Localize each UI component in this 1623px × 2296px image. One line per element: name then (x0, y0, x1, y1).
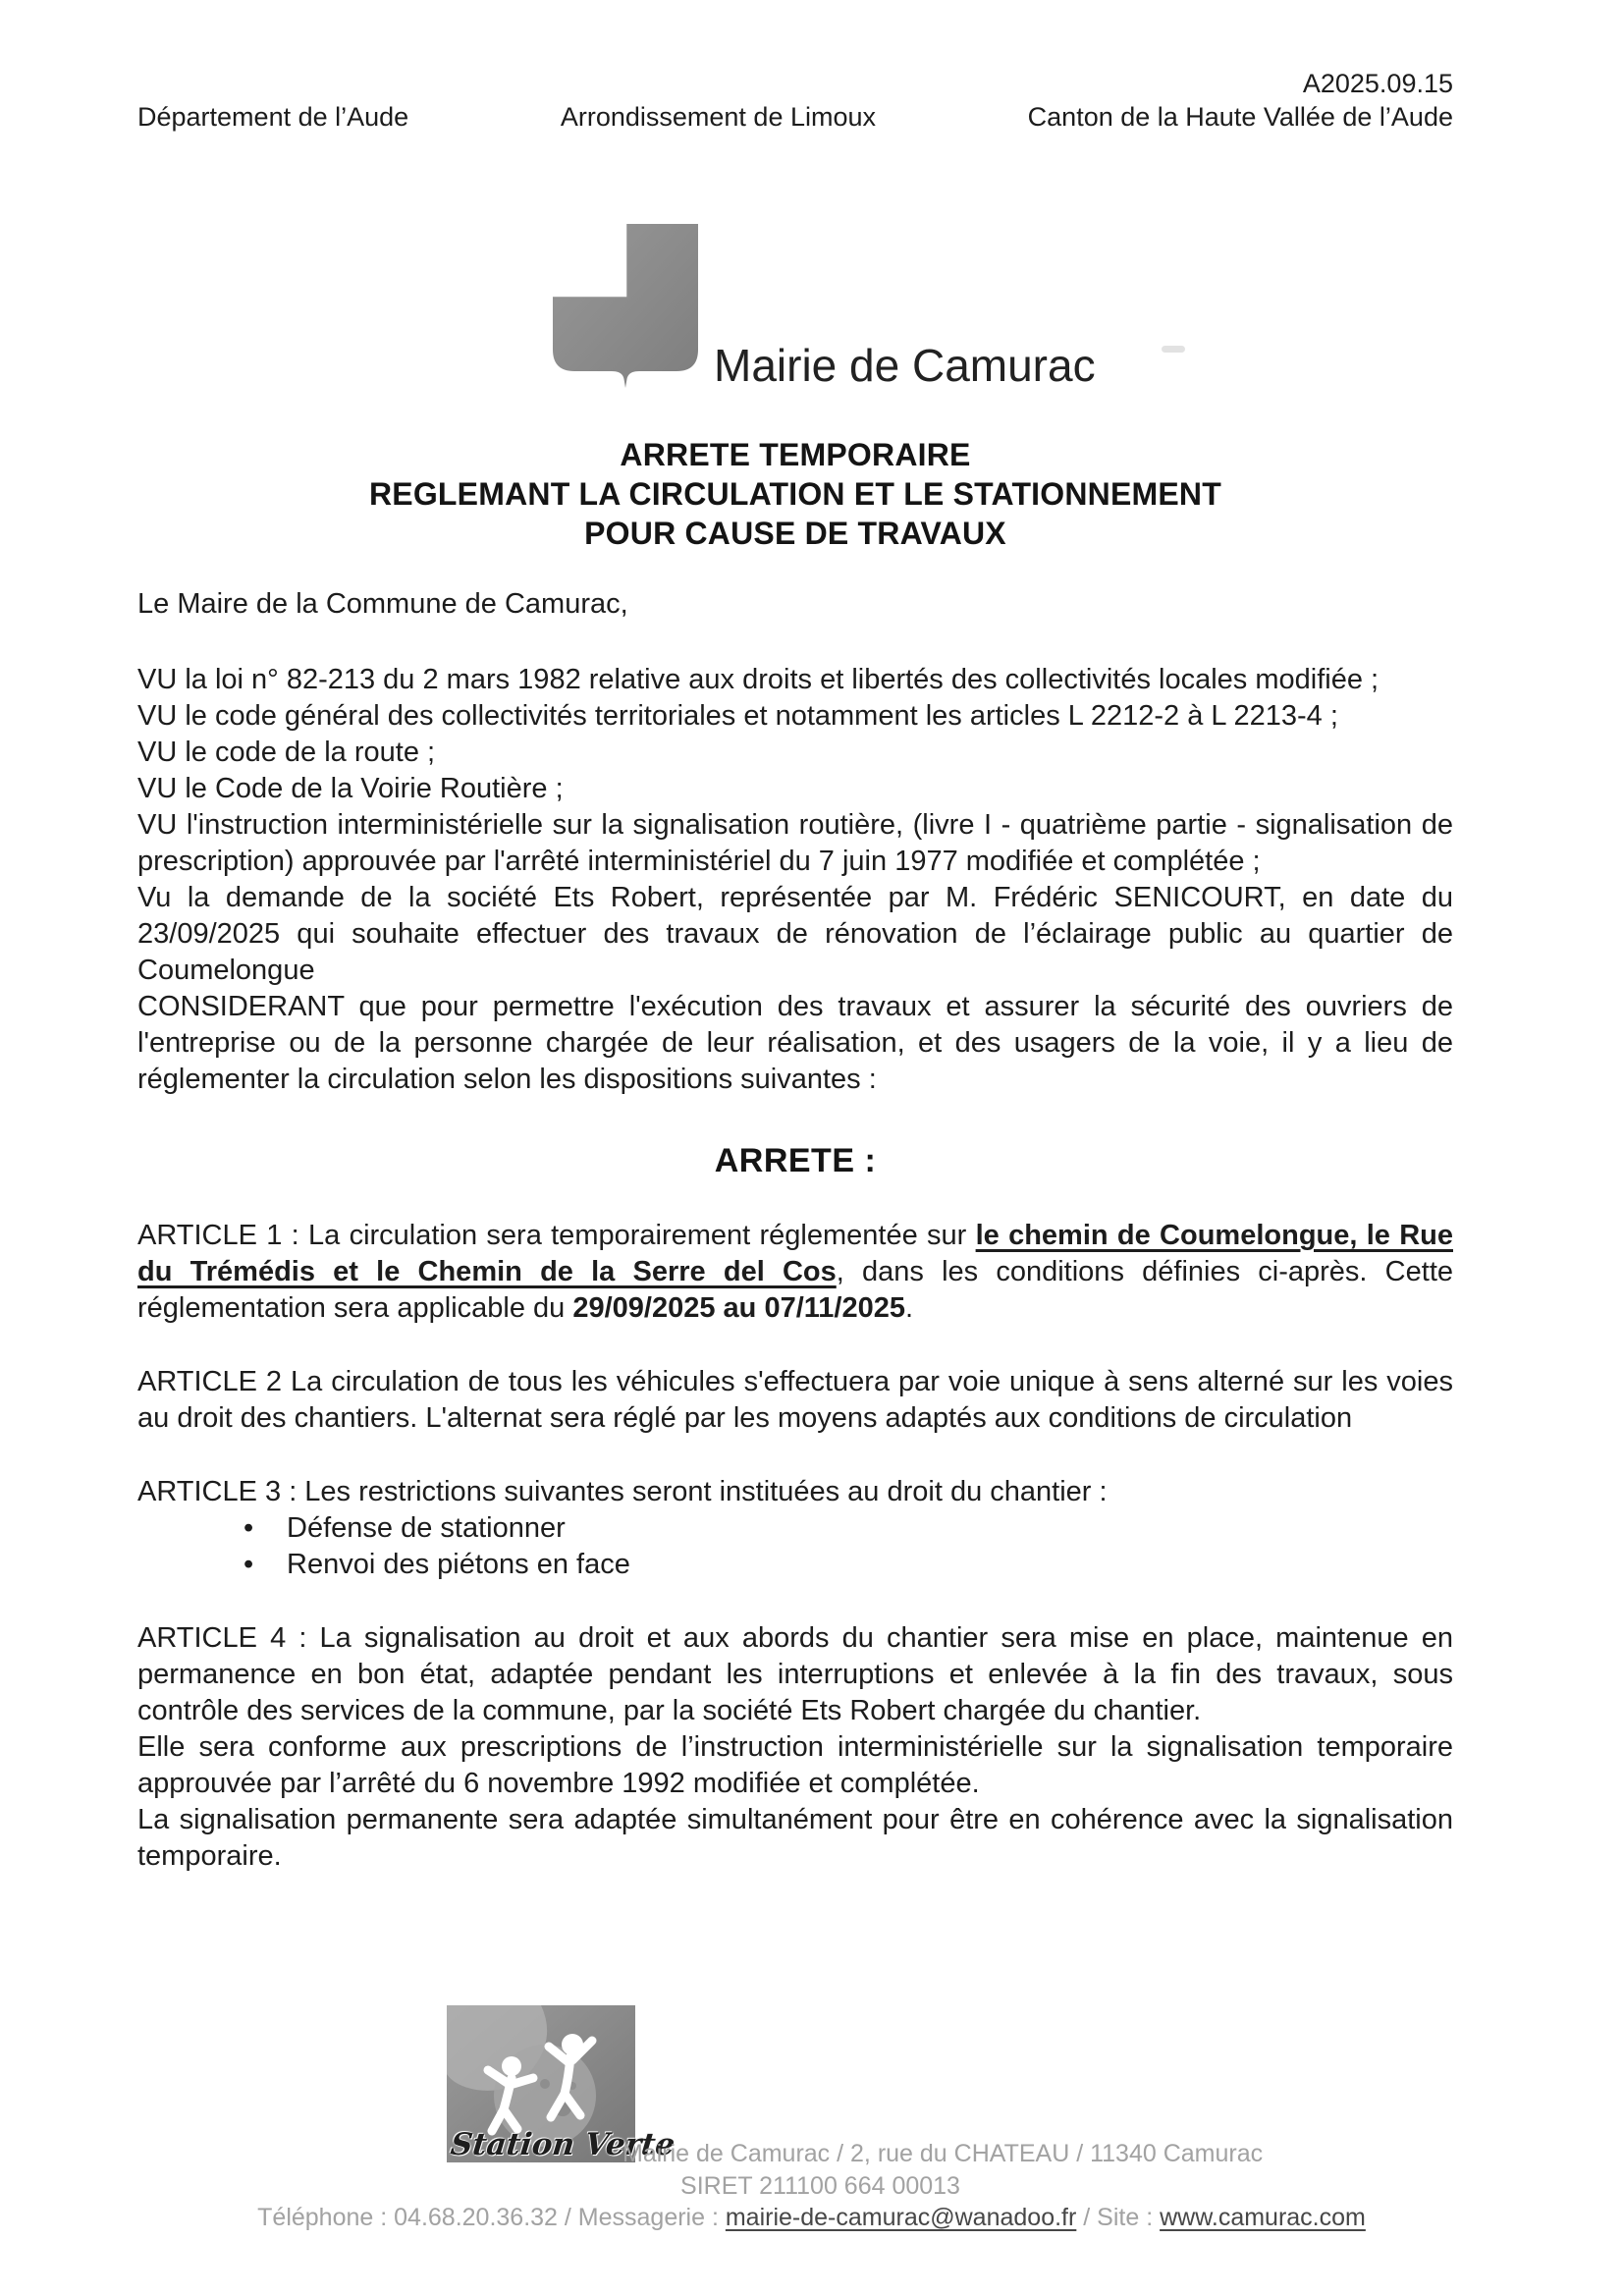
recitals-block (137, 662, 1453, 1098)
station-verte-label: Station Verte (449, 2127, 677, 2162)
document-title (137, 435, 1453, 553)
article-4-paragraph-3: La signalisation permanente sera adaptée simultanément pour être en cohérence avec la signalisation temporaire. (137, 1804, 1453, 1872)
restriction-list (137, 1510, 1453, 1583)
scan-smudge (1162, 346, 1185, 353)
header-canton: Canton de la Haute Vallée de l’Aude (1027, 102, 1453, 132)
footer-address-line: Mairie de Camurac / 2, rue du CHATEAU / 11340 Camurac (622, 2140, 1264, 2167)
article-1-prefix: ARTICLE 1 : La circulation sera temporairement réglementée sur (137, 1220, 976, 1251)
intro-line: Le Maire de la Commune de Camurac, (137, 588, 628, 620)
reference-number: A2025.09.15 (1302, 69, 1453, 98)
article-1-road-names: le chemin de Coumelongue, le Rue du Trémédis et le Chemin de la Serre del Cos (137, 1220, 1453, 1287)
article-4-paragraph-1: ARTICLE 4 : La signalisation au droit et aux abords du chantier sera mise en place, maintenue en permanence en bon état, adaptée pendant les interruptions et enlevée à la fin des travaux, sous contrôle des services de la commune, par la société Ets Robert chargée du chantier. (137, 1622, 1453, 1726)
article-2-paragraph: ARTICLE 2 La circulation de tous les véhicules s'effectuera par voie unique à sens alterné sur les voies au droit des chantiers. L'alternat sera réglé par les moyens adaptés aux conditions de circulation (137, 1366, 1453, 1434)
restriction-item-pedestrians: • Renvoi des piétons en face (287, 1547, 1453, 1583)
article-1-paragraph (137, 1218, 1453, 1327)
header-row (137, 102, 1453, 132)
title-line-2: REGLEMANT LA CIRCULATION ET LE STATIONNEMENT (368, 476, 1221, 512)
brand-name: Mairie de Camurac (714, 340, 1096, 391)
article-1-middle: , dans les conditions définies ci-après. Cette réglementation sera applicable du (137, 1256, 1453, 1324)
recital-code-collectivites: VU le code général des collectivités territoriales et notamment les articles L 2212-2 à L 2213-4 ; (137, 700, 1338, 732)
restriction-item-no-parking: • Défense de stationner (287, 1510, 1453, 1547)
header-arrondissement: Arrondissement de Limoux (560, 102, 876, 132)
article-4-paragraph-2: Elle sera conforme aux prescriptions de l’instruction interministérielle sur la signalisation temporaire approuvée par l’arrêté du 6 novembre 1992 modifiée et complétée. (137, 1731, 1453, 1799)
recital-considerant: CONSIDERANT que pour permettre l'exécution des travaux et assurer la sécurité des ouvriers de l'entreprise ou de la personne chargée de leur réalisation, et des usagers de la voie, il y a lieu de réglementer la circulation selon les dispositions suivantes : (137, 991, 1453, 1095)
recital-loi-1982: VU la loi n° 82-213 du 2 mars 1982 relative aux droits et libertés des collectivités locales modifiée ; (137, 664, 1380, 695)
decree-heading: ARRETE : (714, 1142, 877, 1179)
article-1-dates: 29/09/2025 au 07/11/2025 (572, 1292, 905, 1324)
footer-phone-label: Téléphone : 04.68.20.36.32 / Messagerie : (257, 2204, 726, 2231)
recital-demande-societe: Vu la demande de la société Ets Robert, représentée par M. Frédéric SENICOURT, en date du 23/09/2025 qui souhaite effectuer des travaux de rénovation de l’éclairage public au quartier de Coumelongue (137, 882, 1453, 986)
footer-email: mairie-de-camurac@wanadoo.fr (725, 2204, 1077, 2231)
recital-code-voirie: VU le Code de la Voirie Routière ; (137, 773, 564, 804)
article-3-block (137, 1474, 1453, 1583)
footer-site-label: / Site : (1076, 2204, 1161, 2231)
article-1-suffix: . (904, 1292, 914, 1324)
footer-website: www.camurac.com (1160, 2204, 1366, 2231)
station-verte-logo (447, 2005, 677, 2162)
article-3-heading: ARTICLE 3 : Les restrictions suivantes seront instituées au droit du chantier : (137, 1476, 1108, 1507)
brand-row (552, 223, 1453, 391)
article-4-block (137, 1620, 1453, 1875)
footer-contact-line (0, 2203, 1623, 2232)
title-line-3: POUR CAUSE DE TRAVAUX (584, 516, 1006, 551)
footer-siret-line: SIRET 211100 664 00013 (680, 2172, 960, 2200)
recital-instruction-1977: VU l'instruction interministérielle sur la signalisation routière, (livre I - quatrième partie - signalisation de prescription) approuvée par l'arrêté interministériel du 7 juin 1977 modifiée et complétée ; (137, 809, 1453, 877)
commune-shield-icon (552, 223, 699, 388)
recital-code-route: VU le code de la route ; (137, 737, 436, 768)
title-line-1: ARRETE TEMPORAIRE (620, 437, 971, 472)
header-department: Département de l’Aude (137, 102, 409, 132)
